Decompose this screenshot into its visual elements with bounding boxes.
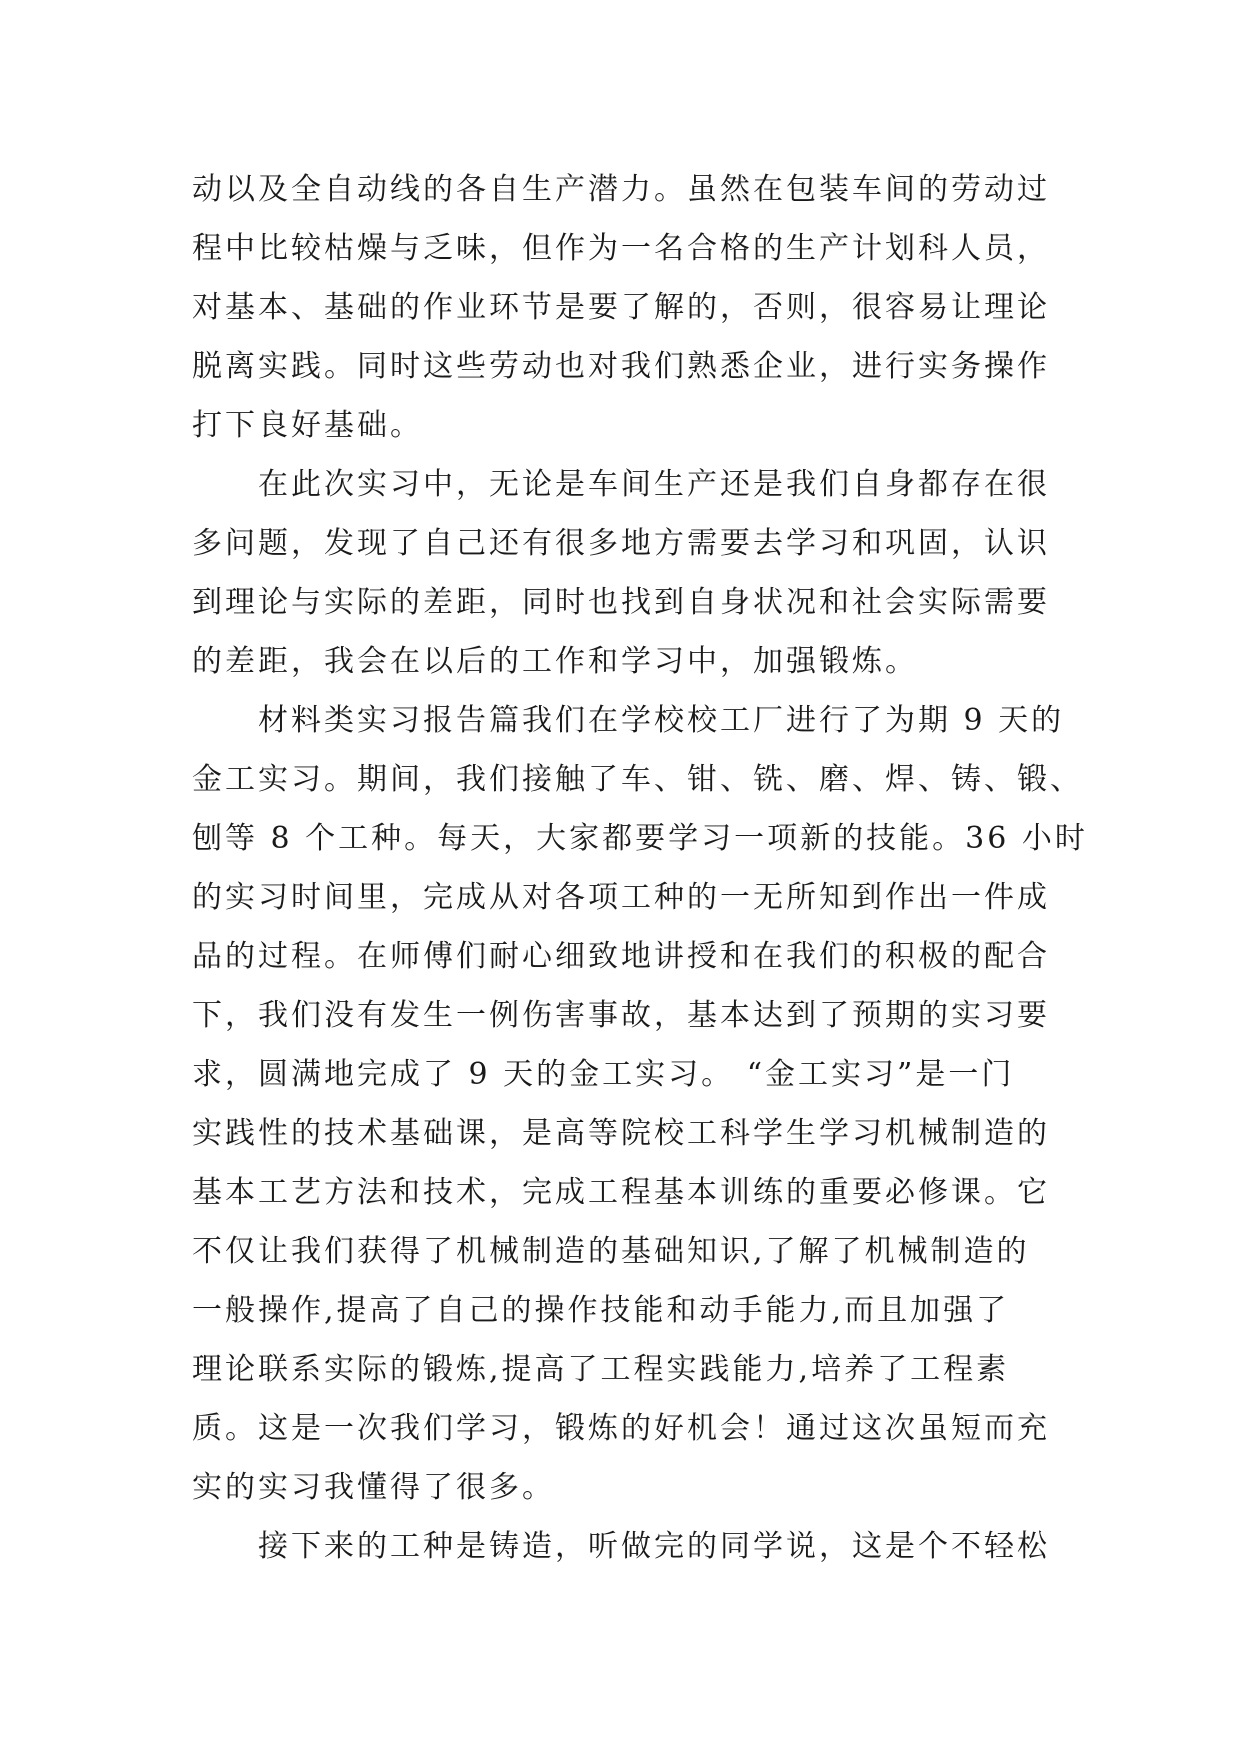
document-page	[192, 160, 1088, 1576]
text-line: 实的实习我懂得了很多。	[192, 1470, 555, 1505]
text-line: 在此次实习中，无论是车间生产还是我们自身都存在很	[258, 467, 1050, 502]
text-line: 的差距，我会在以后的工作和学习中，加强锻炼。	[192, 644, 918, 679]
text-line: 金工实习。期间，我们接触了车、钳、铣、磨、焊、铸、锻、	[192, 762, 1083, 797]
text-line: 的实习时间里，完成从对各项工种的一无所知到作出一件成	[192, 880, 1050, 915]
text-line: 基本工艺方法和技术，完成工程基本训练的重要必修课。它	[192, 1175, 1050, 1210]
text-line: 品的过程。在师傅们耐心细致地讲授和在我们的积极的配合	[192, 939, 1050, 974]
text-line: 求，圆满地完成了 9 天的金工实习。 “金工实习”是一门	[192, 1057, 1015, 1092]
text-line: 到理论与实际的差距，同时也找到自身状况和社会实际需要	[192, 585, 1050, 620]
text-line: 理论联系实际的锻炼,提高了工程实践能力,培养了工程素	[192, 1352, 1010, 1387]
text-line: 动以及全自动线的各自生产潜力。虽然在包装车间的劳动过	[192, 172, 1050, 207]
text-line: 一般操作,提高了自己的操作技能和动手能力,而且加强了	[192, 1293, 1010, 1328]
text-line: 多问题，发现了自己还有很多地方需要去学习和巩固，认识	[192, 526, 1050, 561]
text-line: 程中比较枯燥与乏味，但作为一名合格的生产计划科人员，	[192, 231, 1050, 266]
text-line: 质。这是一次我们学习，锻炼的好机会！通过这次虽短而充	[192, 1411, 1050, 1446]
text-line: 对基本、基础的作业环节是要了解的，否则，很容易让理论	[192, 290, 1050, 325]
text-line: 刨等 8 个工种。每天，大家都要学习一项新的技能。36 小时	[192, 821, 1088, 856]
text-line: 实践性的技术基础课，是高等院校工科学生学习机械制造的	[192, 1116, 1050, 1151]
text-line: 下，我们没有发生一例伤害事故，基本达到了预期的实习要	[192, 998, 1050, 1033]
text-line: 材料类实习报告篇我们在学校校工厂进行了为期 9 天的	[258, 703, 1065, 738]
text-line: 不仅让我们获得了机械制造的基础知识,了解了机械制造的	[192, 1234, 1030, 1269]
text-line: 打下良好基础。	[192, 408, 423, 443]
text-line: 脱离实践。同时这些劳动也对我们熟悉企业，进行实务操作	[192, 349, 1050, 384]
text-line: 接下来的工种是铸造，听做完的同学说，这是个不轻松	[258, 1529, 1050, 1564]
